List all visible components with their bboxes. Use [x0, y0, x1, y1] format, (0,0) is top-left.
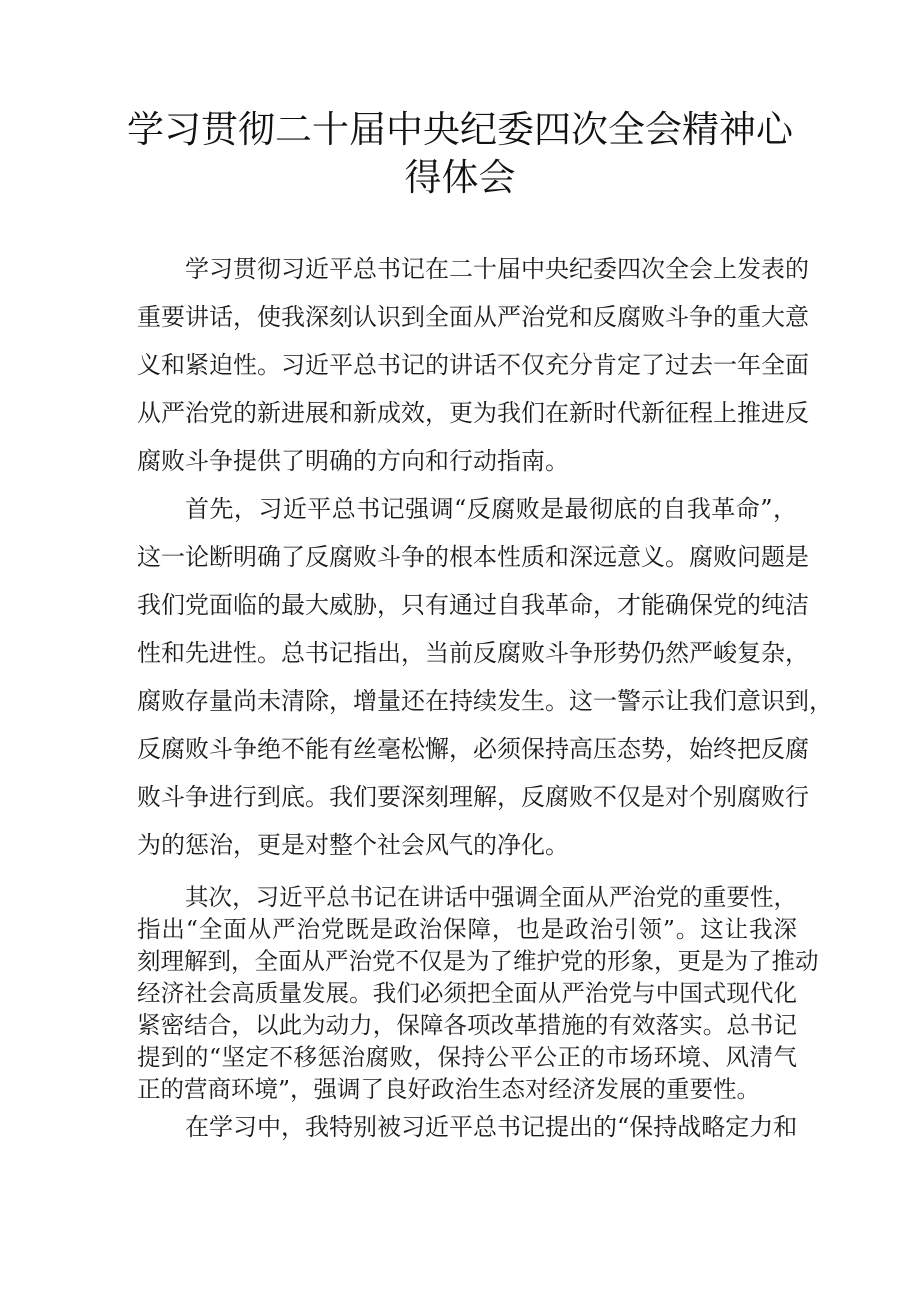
paragraph-1-line: 学习贯彻习近平总书记在二十届中央纪委四次全会上发表的 — [185, 255, 809, 283]
document-title-line-1: 学习贯彻二十届中央纪委四次全会精神心 — [127, 108, 793, 151]
document-title-line-2: 得体会 — [404, 156, 516, 199]
paragraph-3-line: 指出“全面从严治党既是政治保障，也是政治引领”。这让我深 — [137, 915, 797, 943]
paragraph-1-line: 义和紧迫性。习近平总书记的讲话不仅充分肯定了过去一年全面 — [137, 351, 809, 379]
paragraph-2-line: 腐败存量尚未清除，增量还在持续发生。这一警示让我们意识到， — [137, 687, 833, 715]
paragraph-1-line: 重要讲话，使我深刻认识到全面从严治党和反腐败斗争的重大意 — [137, 303, 809, 331]
paragraph-2-line: 这一论断明确了反腐败斗争的根本性质和深远意义。腐败问题是 — [137, 543, 809, 571]
paragraph-2-line: 性和先进性。总书记指出，当前反腐败斗争形势仍然严峻复杂， — [137, 639, 809, 667]
paragraph-4-line: 在学习中，我特别被习近平总书记提出的“保持战略定力和 — [185, 1113, 798, 1141]
paragraph-1-line: 腐败斗争提供了明确的方向和行动指南。 — [137, 447, 569, 475]
paragraph-2-line: 我们党面临的最大威胁，只有通过自我革命，才能确保党的纯洁 — [137, 591, 809, 619]
paragraph-3-line: 经济社会高质量发展。我们必须把全面从严治党与中国式现代化 — [137, 979, 797, 1007]
paragraph-3-line: 刻理解到，全面从严治党不仅是为了维护党的形象，更是为了推动 — [137, 947, 819, 975]
paragraph-2-line: 败斗争进行到底。我们要深刻理解，反腐败不仅是对个别腐败行 — [137, 783, 809, 811]
paragraph-3-line: 紧密结合，以此为动力，保障各项改革措施的有效落实。总书记 — [137, 1011, 797, 1039]
paragraph-3-line: 正的营商环境”，强调了良好政治生态对经济发展的重要性。 — [137, 1075, 761, 1103]
paragraph-2-line: 为的惩治，更是对整个社会风气的净化。 — [137, 831, 569, 859]
paragraph-3-line: 提到的“坚定不移惩治腐败，保持公平公正的市场环境、风清气 — [137, 1043, 797, 1071]
paragraph-1-line: 从严治党的新进展和新成效，更为我们在新时代新征程上推进反 — [137, 399, 809, 427]
paragraph-3-line: 其次，习近平总书记在讲话中强调全面从严治党的重要性， — [185, 883, 797, 911]
paragraph-2-line: 反腐败斗争绝不能有丝毫松懈，必须保持高压态势，始终把反腐 — [137, 735, 809, 763]
paragraph-2-line: 首先，习近平总书记强调“反腐败是最彻底的自我革命”， — [185, 495, 797, 523]
